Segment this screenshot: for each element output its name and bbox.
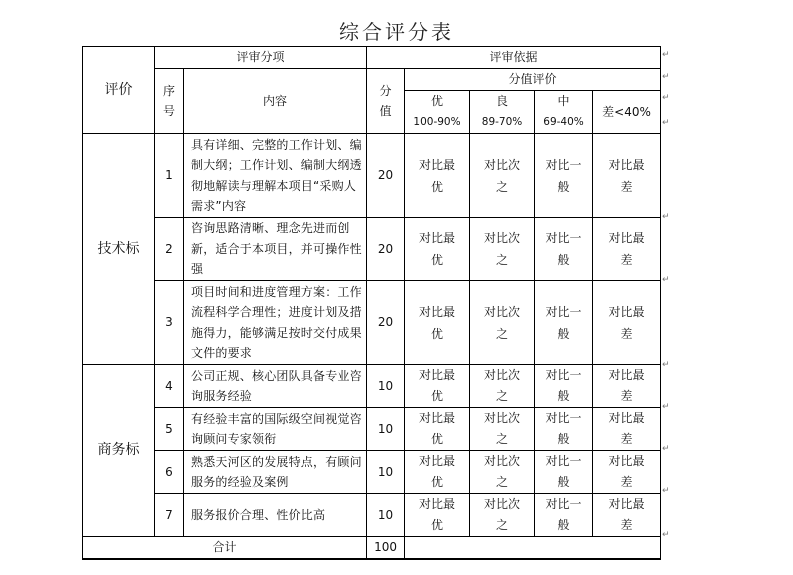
row-eval-medium: 对比一般 bbox=[535, 281, 593, 365]
row-score: 10 bbox=[367, 408, 405, 451]
row-eval-excellent: 对比最优 bbox=[405, 365, 470, 408]
header-row-2 bbox=[83, 69, 661, 91]
row-eval-good: 对比次之 bbox=[470, 451, 535, 494]
table-row bbox=[83, 218, 661, 281]
row-eval-poor: 对比最差 bbox=[593, 494, 661, 537]
row-score: 20 bbox=[367, 281, 405, 365]
row-eval-good: 对比次之 bbox=[470, 281, 535, 365]
row-score: 10 bbox=[367, 451, 405, 494]
row-eval-excellent: 对比最优 bbox=[405, 494, 470, 537]
eval-header: 评价 bbox=[83, 47, 155, 134]
row-eval-poor: 对比最差 bbox=[593, 451, 661, 494]
page-title: 综合评分表 bbox=[339, 20, 454, 44]
row-eval-medium: 对比一般 bbox=[535, 408, 593, 451]
review-items-header: 评审分项 bbox=[155, 47, 367, 69]
row-eval-good: 对比次之 bbox=[470, 494, 535, 537]
row-eval-excellent: 对比最优 bbox=[405, 281, 470, 365]
grade-medium: 中 69-40% bbox=[535, 91, 593, 134]
row-eval-medium: 对比一般 bbox=[535, 218, 593, 281]
row-eval-good: 对比次之 bbox=[470, 218, 535, 281]
paragraph-mark-icon: ↵ bbox=[662, 212, 670, 222]
row-eval-medium: 对比一般 bbox=[535, 134, 593, 218]
row-content: 公司正规、核心团队具备专业咨询服务经验 bbox=[184, 365, 367, 408]
table-row bbox=[83, 365, 661, 408]
total-value: 100 bbox=[367, 537, 405, 560]
category-tech: 技术标 bbox=[83, 134, 155, 365]
review-basis-header: 评审依据 bbox=[367, 47, 661, 69]
row-eval-good: 对比次之 bbox=[470, 365, 535, 408]
score-table bbox=[82, 46, 661, 560]
table-row bbox=[83, 451, 661, 494]
row-seq: 6 bbox=[155, 451, 184, 494]
paragraph-mark-icon: ↵ bbox=[662, 50, 670, 60]
row-seq: 7 bbox=[155, 494, 184, 537]
seq-header: 序号 bbox=[155, 69, 184, 134]
score-header: 分值 bbox=[367, 69, 405, 134]
paragraph-mark-icon: ↵ bbox=[662, 118, 670, 128]
row-content: 服务报价合理、性价比高 bbox=[184, 494, 367, 537]
row-eval-poor: 对比最差 bbox=[593, 365, 661, 408]
row-seq: 1 bbox=[155, 134, 184, 218]
row-eval-poor: 对比最差 bbox=[593, 134, 661, 218]
grade-good: 良 89-70% bbox=[470, 91, 535, 134]
row-seq: 2 bbox=[155, 218, 184, 281]
table-row bbox=[83, 281, 661, 365]
table-row bbox=[83, 134, 661, 218]
category-business: 商务标 bbox=[83, 365, 155, 537]
row-eval-medium: 对比一般 bbox=[535, 494, 593, 537]
row-score: 20 bbox=[367, 218, 405, 281]
total-empty bbox=[405, 537, 661, 560]
row-score: 10 bbox=[367, 494, 405, 537]
content-header: 内容 bbox=[184, 69, 367, 134]
row-eval-excellent: 对比最优 bbox=[405, 451, 470, 494]
row-eval-poor: 对比最差 bbox=[593, 408, 661, 451]
paragraph-mark-icon: ↵ bbox=[662, 93, 670, 103]
row-eval-good: 对比次之 bbox=[470, 408, 535, 451]
row-eval-poor: 对比最差 bbox=[593, 218, 661, 281]
row-score: 10 bbox=[367, 365, 405, 408]
grade-poor: 差<40% bbox=[593, 91, 661, 134]
row-eval-excellent: 对比最优 bbox=[405, 408, 470, 451]
row-eval-excellent: 对比最优 bbox=[405, 218, 470, 281]
paragraph-mark-icon: ↵ bbox=[662, 275, 670, 285]
row-content: 有经验丰富的国际级空间视觉咨询顾问专家领衔 bbox=[184, 408, 367, 451]
row-content: 具有详细、完整的工作计划、编制大纲；工作计划、编制大纲透彻地解读与理解本项目“采购人需求”内容 bbox=[184, 134, 367, 218]
table-row bbox=[83, 408, 661, 451]
paragraph-mark-icon: ↵ bbox=[662, 486, 670, 496]
grade-excellent: 优 100-90% bbox=[405, 91, 470, 134]
total-row bbox=[83, 537, 661, 560]
paragraph-mark-icon: ↵ bbox=[662, 72, 670, 82]
row-eval-poor: 对比最差 bbox=[593, 281, 661, 365]
row-seq: 4 bbox=[155, 365, 184, 408]
row-eval-good: 对比次之 bbox=[470, 134, 535, 218]
row-eval-medium: 对比一般 bbox=[535, 451, 593, 494]
row-eval-excellent: 对比最优 bbox=[405, 134, 470, 218]
paragraph-mark-icon: ↵ bbox=[662, 402, 670, 412]
row-content: 咨询思路清晰、理念先进而创新，适合于本项目，并可操作性强 bbox=[184, 218, 367, 281]
header-row-1 bbox=[83, 47, 661, 69]
row-seq: 5 bbox=[155, 408, 184, 451]
score-eval-header: 分值评价 bbox=[405, 69, 661, 91]
row-seq: 3 bbox=[155, 281, 184, 365]
row-eval-medium: 对比一般 bbox=[535, 365, 593, 408]
table-row bbox=[83, 494, 661, 537]
paragraph-mark-icon: ↵ bbox=[662, 530, 670, 540]
paragraph-mark-icon: ↵ bbox=[662, 444, 670, 454]
row-score: 20 bbox=[367, 134, 405, 218]
row-content: 熟悉天河区的发展特点，有顾问服务的经验及案例 bbox=[184, 451, 367, 494]
paragraph-mark-icon: ↵ bbox=[662, 360, 670, 370]
row-content: 项目时间和进度管理方案：工作流程科学合理性；进度计划及措施得力，能够满足按时交付成果文件的要求 bbox=[184, 281, 367, 365]
total-label: 合计 bbox=[83, 537, 367, 560]
